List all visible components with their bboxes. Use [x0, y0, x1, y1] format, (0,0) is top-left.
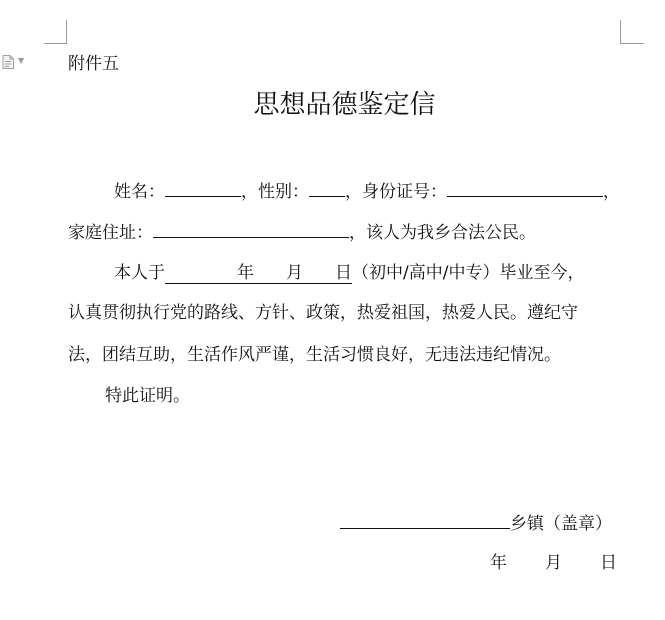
year-blank[interactable]	[165, 260, 237, 278]
crop-mark-top-right-horizontal	[620, 43, 644, 44]
crop-mark-top-right-vertical	[620, 20, 621, 44]
name-blank[interactable]	[165, 178, 241, 197]
address-blank[interactable]	[153, 219, 349, 238]
paragraph-line-2: 认真贯彻执行党的路线、方针、政策，热爱祖国，热爱人民。遵纪守	[68, 303, 578, 323]
self-label: 本人于	[114, 263, 165, 283]
line-address	[68, 219, 536, 244]
crop-mark-top-left-horizontal	[44, 43, 67, 44]
school-tail: （初中/高中/中专）毕业至今，	[352, 263, 585, 283]
id-label: ，身份证号：	[345, 182, 447, 202]
document-icon[interactable]	[2, 55, 14, 69]
trailing-comma: ，	[603, 182, 620, 202]
sign-month-label: 月	[545, 553, 562, 573]
gender-label: ，性别：	[241, 182, 309, 202]
address-tail: ，该人为我乡合法公民。	[349, 223, 536, 243]
line-graduation	[114, 260, 584, 284]
month-label: 月	[286, 263, 303, 283]
stamp-line	[340, 510, 612, 535]
address-label: 家庭住址：	[68, 223, 153, 243]
dropdown-caret-icon[interactable]: ▼	[18, 56, 25, 65]
stamp-label: 乡镇（盖章）	[510, 514, 612, 534]
attachment-label: 附件五	[68, 54, 119, 74]
id-number-blank[interactable]	[447, 178, 603, 197]
certify-statement: 特此证明。	[105, 386, 190, 406]
paragraph-line-3: 法，团结互助，生活作风严谨，生活习惯良好，无违法违纪情况。	[68, 345, 561, 365]
sign-year-label: 年	[490, 553, 507, 573]
year-label: 年	[237, 263, 254, 283]
gender-blank[interactable]	[309, 178, 345, 197]
graduation-date-blank[interactable]	[165, 263, 352, 284]
township-blank[interactable]	[340, 510, 510, 529]
name-label: 姓名：	[114, 182, 165, 202]
sign-day-label: 日	[600, 553, 617, 573]
crop-mark-top-left-vertical	[66, 20, 67, 44]
signing-date	[490, 552, 617, 574]
day-label: 日	[335, 263, 352, 283]
line-name-gender-id	[114, 178, 620, 203]
document-title: 思想品德鉴定信	[253, 90, 436, 120]
